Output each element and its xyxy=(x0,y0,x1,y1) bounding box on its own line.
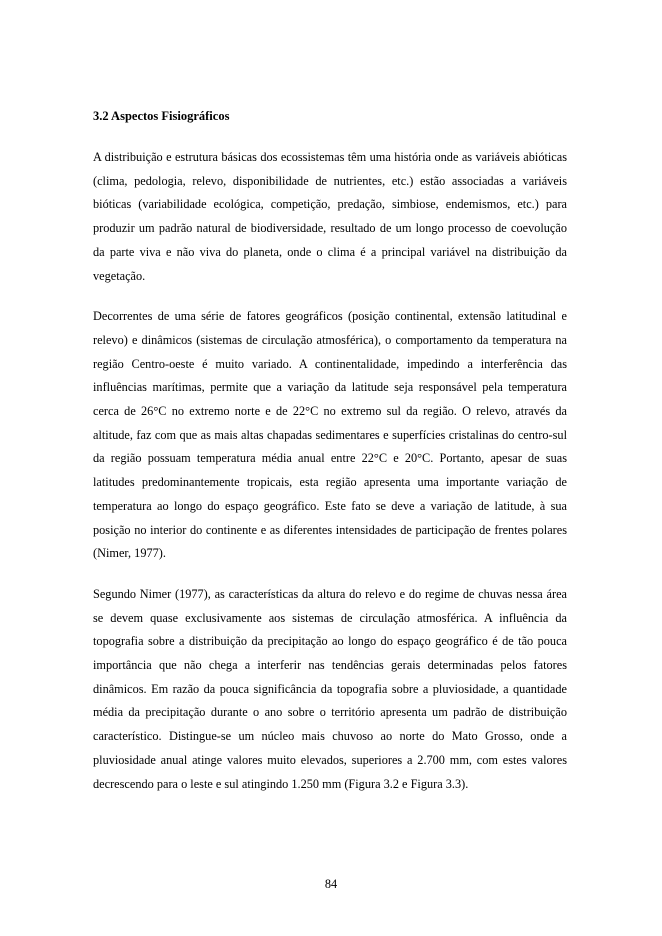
page-content xyxy=(93,108,567,813)
page-number: 84 xyxy=(324,877,338,891)
paragraph-ecosystems: A distribuição e estrutura básicas dos ecossistemas têm uma história onde as variáveis abióticas (clima, pedologia, relevo, disponibilidade de nutrientes, etc.) estão associadas a variáveis bióticas (variabilidade ecológica, competição, predação, simbiose, endemismos, etc.) para produzir um padrão natural de biodiversidade, resultado de um longo processo de coevolução da parte viva e não viva do planeta, onde o clima é a principal variável na distribuição da vegetação. xyxy=(93,150,567,283)
paragraph-temperature: Decorrentes de uma série de fatores geográficos (posição continental, extensão latitudinal e relevo) e dinâmicos (sistemas de circulação atmosférica), o comportamento da temperatura na região Centro-oeste é muito variado. A continentalidade, impedindo a interferência das influências marítimas, permite que a variação da latitude seja responsável pela temperatura cerca de 26°C no extremo norte e de 22°C no extremo sul da região. O relevo, através da altitude, faz com que as mais altas chapadas sedimentares e superfícies cristalinas do centro-sul da região possuam temperatura média anual entre 22°C e 20°C. Portanto, apesar de suas latitudes predominantemente tropicais, esta região apresenta uma importante variação de temperatura ao longo do espaço geográfico. Este fato se deve a variação de latitude, à sua posição no interior do continente e as diferentes intensidades de participação de frentes polares (Nimer, 1977). xyxy=(93,309,567,561)
paragraph-precipitation: Segundo Nimer (1977), as características da altura do relevo e do regime de chuvas nessa área se devem quase exclusivamente aos sistemas de circulação atmosférica. A influência da topografia sobre a distribuição da precipitação ao longo do espaço geográfico é de tão pouca importância que não chega a interferir nas tendências gerais determinadas pelos fatores dinâmicos. Em razão da pouca significância da topografia sobre a pluviosidade, a quantidade média da precipitação durante o ano sobre o território apresenta um padrão de distribuição característico. Distingue-se um núcleo mais chuvoso ao norte do Mato Grosso, onde a pluviosidade anual atinge valores muito elevados, superiores a 2.700 mm, com estes valores decrescendo para o leste e sul atingindo 1.250 mm (Figura 3.2 e Figura 3.3). xyxy=(93,586,567,791)
section-heading: 3.2 Aspectos Fisiográficos xyxy=(93,109,230,123)
